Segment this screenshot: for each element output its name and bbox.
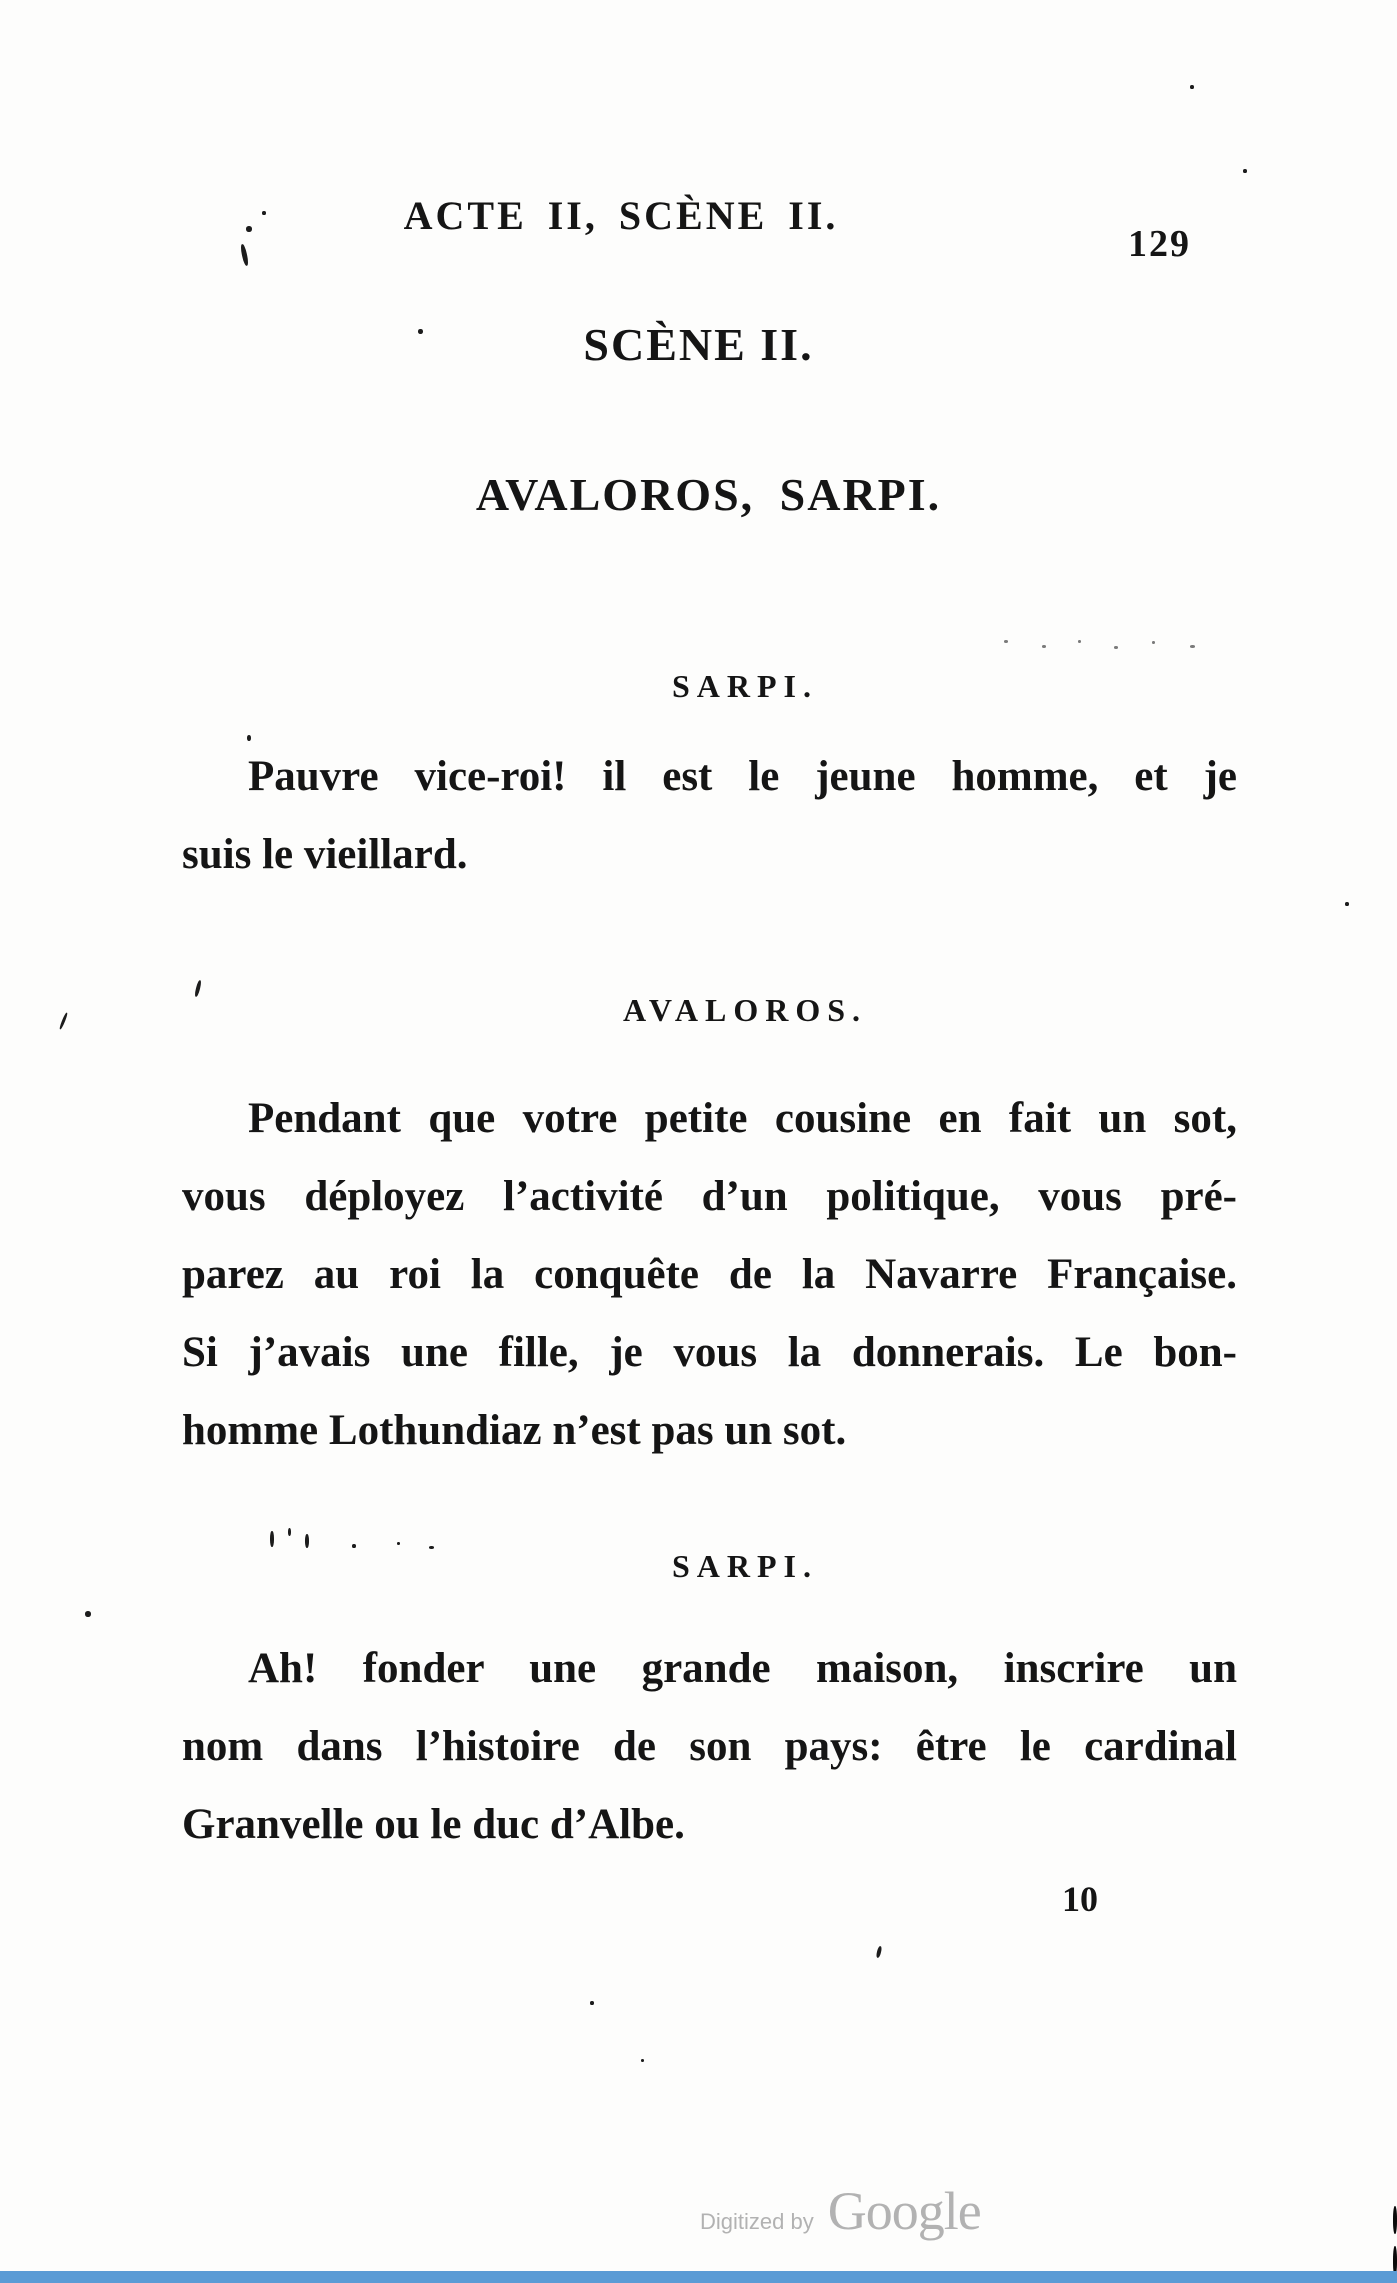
speech-paragraph-2: [182, 1080, 1237, 1470]
characters-line: AVALOROS, SARPI.: [475, 469, 942, 520]
bottom-blue-bar: [0, 2271, 1397, 2283]
scan-speck: [270, 1531, 274, 1547]
speech-line: Pauvre vice-roi! il est le jeune homme, et je: [248, 753, 1237, 800]
scan-speck: [288, 1528, 291, 1536]
digitized-by-google-watermark: [700, 2180, 981, 2242]
scan-speck: [1345, 902, 1349, 906]
speaker-heading-sarpi-2: SARPI.: [671, 1548, 818, 1584]
scene-heading: SCÈNE II.: [583, 319, 814, 370]
speech-line: Ah! fonder une grande maison, inscrire un: [248, 1645, 1237, 1692]
scan-speck: [1078, 640, 1081, 643]
speech-line: Granvelle ou le duc d’Albe.: [182, 1801, 685, 1848]
speech-line: Pendant que votre petite cousine en fait un sot,: [248, 1095, 1237, 1142]
scan-speck: [590, 2001, 594, 2005]
speaker-heading-avaloros: AVALOROS.: [622, 992, 868, 1028]
scan-speck: [1114, 646, 1118, 649]
scan-speck: [247, 735, 251, 741]
scan-speck: [85, 1611, 91, 1617]
scan-speck: [59, 1012, 69, 1030]
speech-line: homme Lothundiaz n’est pas un sot.: [182, 1407, 847, 1454]
scan-speck: [429, 1546, 434, 1549]
speech-line: suis le vieillard.: [182, 831, 468, 878]
page-number: 129: [1128, 223, 1191, 265]
scan-speck: [1004, 640, 1008, 643]
speech-paragraph-3: [182, 1630, 1237, 1864]
speaker-heading-sarpi-1: SARPI.: [671, 668, 818, 704]
scan-speck: [397, 1542, 400, 1545]
google-logo: Google: [827, 2181, 981, 2241]
speech-line: vous déployez l’activité d’un politique, vous pré-: [182, 1173, 1237, 1220]
scan-speck: [1393, 2206, 1397, 2234]
running-head: ACTE II, SCÈNE II.: [403, 193, 839, 238]
scan-speck: [1042, 645, 1046, 648]
scan-speck: [352, 1544, 356, 1548]
speech-paragraph-1: [182, 738, 1237, 894]
scan-speck: [1190, 85, 1194, 89]
scan-speck: [240, 244, 249, 267]
scan-speck: [641, 2059, 644, 2062]
scan-speck: [1243, 169, 1247, 173]
scan-speck: [876, 1946, 883, 1959]
speech-line: Si j’avais une fille, je vous la donnerais. Le bon-: [182, 1329, 1237, 1376]
signature-mark: 10: [1062, 1879, 1098, 1919]
scan-speck: [305, 1534, 309, 1548]
scan-speck: [418, 329, 423, 334]
scan-speck: [246, 226, 252, 232]
speech-line: nom dans l’histoire de son pays: être le cardinal: [182, 1723, 1237, 1770]
watermark-prefix: Digitized by: [700, 2209, 814, 2234]
scan-speck: [1152, 641, 1155, 644]
scan-speck: [262, 211, 266, 215]
scan-speck: [1190, 645, 1195, 648]
speech-line: parez au roi la conquête de la Navarre Française.: [182, 1251, 1237, 1298]
